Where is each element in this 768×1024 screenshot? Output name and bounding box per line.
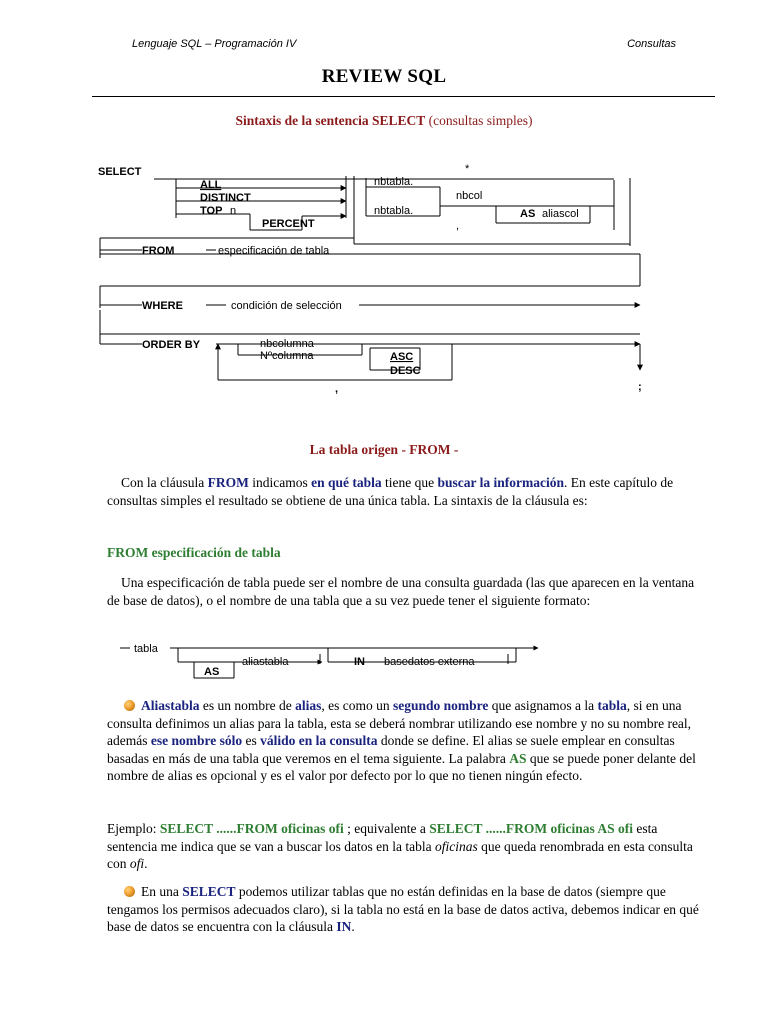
bullet-icon — [124, 700, 135, 711]
example-text-2: ; equivalente a — [343, 821, 430, 836]
from-intro-paragraph — [107, 474, 703, 510]
title-divider — [92, 96, 715, 97]
alias-kw-tabla: tabla — [597, 698, 627, 713]
alias-text-5: es — [242, 733, 261, 749]
example-text-5: . — [144, 856, 148, 872]
select-syntax-diagram — [90, 158, 660, 398]
label-comma-select: , — [456, 220, 460, 232]
label-n: n — [230, 205, 237, 217]
alias-text-7: que se puede poner delante del nombre de alias es opcional y es el valor por defecto por lo que no tienen ningún efecto. — [107, 750, 696, 784]
select-text-3: . — [351, 919, 355, 935]
table-syntax-diagram — [114, 636, 554, 684]
label-tabla: tabla — [134, 643, 158, 655]
select-text-1: En una — [141, 884, 183, 899]
from-section-title: La tabla origen - FROM - — [309, 442, 459, 457]
spec-paragraph — [107, 574, 703, 610]
label-nbcolumna: nbcolumna — [260, 338, 314, 350]
alias-kw-only-name: ese nombre sólo — [150, 733, 243, 749]
kw-from: FROM — [142, 245, 175, 257]
label-where-cond: condición de selección — [231, 300, 342, 312]
header-right: Consultas — [627, 38, 676, 50]
intro-kw-from: FROM — [207, 475, 249, 490]
label-basedatos: basedatos externa — [384, 656, 475, 668]
subtitle — [0, 113, 768, 129]
alias-text-1: es un nombre de — [199, 698, 296, 713]
alias-text-6: donde se define. El alias se suele emplear en consultas basadas en más de una tabla que veremos en el tema siguiente. La palabra — [107, 733, 675, 766]
label-nbcol: nbcol — [456, 190, 483, 202]
label-star: * — [465, 163, 470, 175]
label-semicolon: ; — [638, 381, 642, 393]
select-kw-in: IN — [336, 919, 352, 935]
kw-top: TOP — [200, 205, 223, 217]
alias-kw-valid: válido en la consulta — [260, 733, 378, 749]
page-title: REVIEW SQL — [321, 66, 447, 87]
kw-percent: PERCENT — [262, 218, 315, 230]
label-aliastabla: aliastabla — [242, 656, 289, 668]
subtitle-bold: Sintaxis de la sentencia SELECT — [235, 113, 426, 128]
kw-as-col: AS — [520, 208, 536, 220]
example-italic-ofi: ofi — [129, 856, 145, 872]
label-from-spec: especificación de tabla — [218, 245, 330, 257]
kw-desc: DESC — [390, 365, 421, 377]
example-code-1: SELECT ......FROM oficinas ofi — [159, 821, 344, 836]
alias-kw-alias: alias — [295, 698, 322, 713]
label-comma-order: , — [335, 383, 339, 395]
from-syntax-heading: FROM especificación de tabla — [107, 545, 281, 560]
intro-text-4: . En este capítulo de consultas simples el resultado se obtiene de una única tabla. La sintaxis de la cláusula es: — [107, 475, 674, 508]
header-left: Lenguaje SQL – Programación IV — [132, 38, 297, 50]
select-kw-select: SELECT — [182, 884, 236, 899]
intro-kw-table: en qué tabla — [311, 475, 382, 490]
alias-text-2: , es como un — [321, 698, 394, 713]
select-text-2: podemos utilizar tablas que no están definidas en la base de datos (siempre que tengamos los permisos adecuados claro), si la tabla no está en la base de datos activa, debemos indicar en qué base de datos se encuentra con la cláusula — [107, 884, 699, 935]
alias-kw-aliastabla: Aliastabla — [141, 698, 200, 713]
example-code-2: SELECT ......FROM oficinas AS ofi — [429, 821, 634, 836]
intro-text-2: indicamos — [248, 475, 312, 490]
kw-asc: ASC — [390, 351, 414, 363]
label-nbtabla-2: nbtabla. — [374, 205, 414, 217]
kw-where: WHERE — [142, 300, 183, 312]
label-nocolumna: Nºcolumna — [260, 350, 314, 362]
example-italic-oficinas: oficinas — [435, 838, 478, 854]
alias-text-3: que asignamos a la — [488, 698, 598, 713]
kw-order-by: ORDER BY — [142, 339, 201, 351]
subtitle-normal: (consultas simples) — [428, 113, 533, 128]
kw-as-table: AS — [204, 666, 220, 678]
example-paragraph — [107, 820, 703, 873]
kw-distinct: DISTINCT — [200, 192, 251, 204]
example-text-4: que queda renombrada en esta consulta con — [107, 838, 693, 872]
select-paragraph — [107, 883, 703, 936]
alias-kw-second-name: segundo nombre — [393, 698, 489, 713]
kw-select: SELECT — [98, 166, 142, 178]
kw-in: IN — [354, 656, 365, 668]
intro-kw-info: buscar la información — [437, 475, 564, 490]
intro-text-1: Con la cláusula — [121, 475, 208, 490]
example-text-3: esta sentencia me indica que se van a buscar los datos en la tabla — [107, 821, 658, 854]
example-text-1: Ejemplo: — [107, 821, 160, 836]
label-aliascol: aliascol — [542, 208, 579, 220]
kw-all: ALL — [200, 179, 222, 191]
label-nbtabla-1: nbtabla. — [374, 176, 414, 188]
alias-kw-as: AS — [509, 750, 527, 766]
spec-text: Una especificación de tabla puede ser el nombre de una consulta guardada (las que aparecen en la ventana de base de datos), o el nombre de una tabla que a su vez puede tener el siguiente formato: — [107, 575, 695, 608]
alias-text-4: , si en una consulta definimos un alias para la tabla, esta se deberá nombrar utilizando ese nombre y no su nombre real, además — [107, 698, 692, 749]
alias-paragraph — [107, 697, 703, 785]
intro-text-3: tiene que — [381, 475, 438, 490]
bullet-icon — [124, 886, 135, 897]
